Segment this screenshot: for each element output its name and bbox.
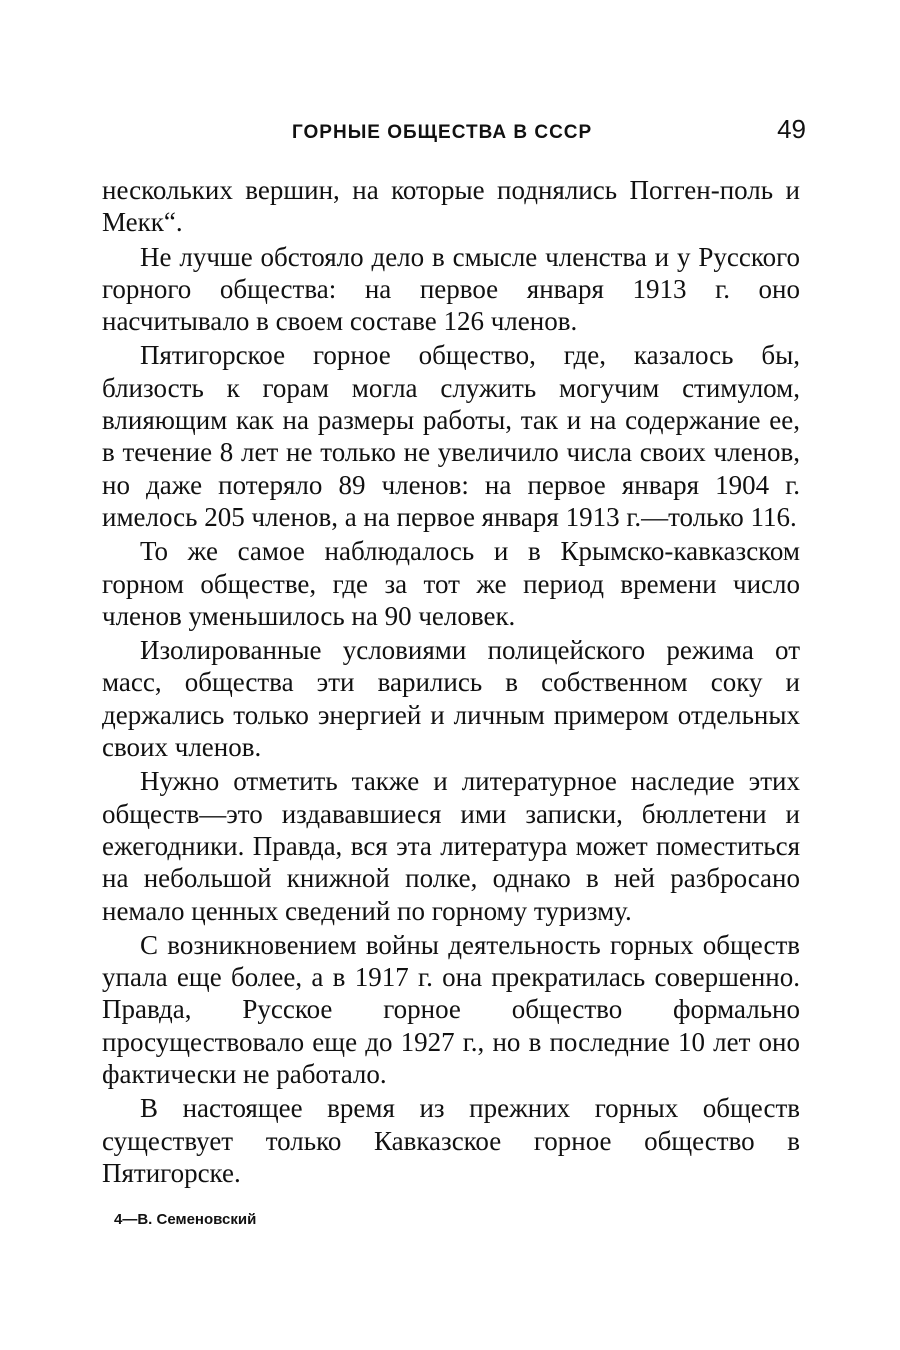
- paragraph-2: Не лучше обстояло дело в смысле членства и у Русского горного общества: на первое января 1913 г. оно насчитывало в своем составе 126 членов.: [102, 241, 800, 337]
- paragraph-6: Нужно отметить также и литературное наследие этих обществ—это издававшиеся ими записки, бюллетени и ежегодники. Правда, вся эта литература может поместиться на небольшой книжной полке, однако в ней разбросано немало ценных сведений по горному туризму.: [102, 766, 800, 926]
- paragraph-5: Изолированные условиями полицейского режима от масс, общества эти варились в собственном соку и держались только энергией и личным примером отдельных своих членов.: [102, 635, 800, 763]
- paragraph-4: То же самое наблюдалось и в Крымско-кавказском горном обществе, где за тот же период времени число членов уменьшилось на 90 человек.: [102, 536, 800, 631]
- book-page: [102, 112, 806, 1229]
- paragraph-3: Пятигорское горное общество, где, казалось бы, близость к горам могла служить могучим стимулом, влияющим как на размеры работы, так и на содержание ее, в течение 8 лет не только не увеличило числа своих членов, но даже потеряло 89 членов: на первое января 1904 г. имелось 205 членов, а на первое января 1913 г.—только 116.: [102, 340, 800, 532]
- paragraph-7: С возникновением войны деятельность горных обществ упала еще более, а в 1917 г. она прекратилась совершенно. Правда, Русское горное общество формально просуществовало еще до 1927 г., но в последние 10 лет оно фактически не работало.: [102, 929, 800, 1090]
- paragraph-1: нескольких вершин, на которые поднялись Погген-поль и Мекк“.: [102, 175, 800, 238]
- paragraph-8: В настоящее время из прежних горных обществ существует только Кавказское горное общество в Пятигорске.: [102, 1093, 800, 1188]
- signature-mark: 4—В. Семеновский: [114, 1211, 257, 1229]
- running-title: ГОРНЫЕ ОБЩЕСТВА В СССР: [292, 122, 593, 143]
- body-text: [102, 174, 800, 1189]
- page-header: [102, 112, 806, 152]
- page-number: 49: [777, 114, 806, 144]
